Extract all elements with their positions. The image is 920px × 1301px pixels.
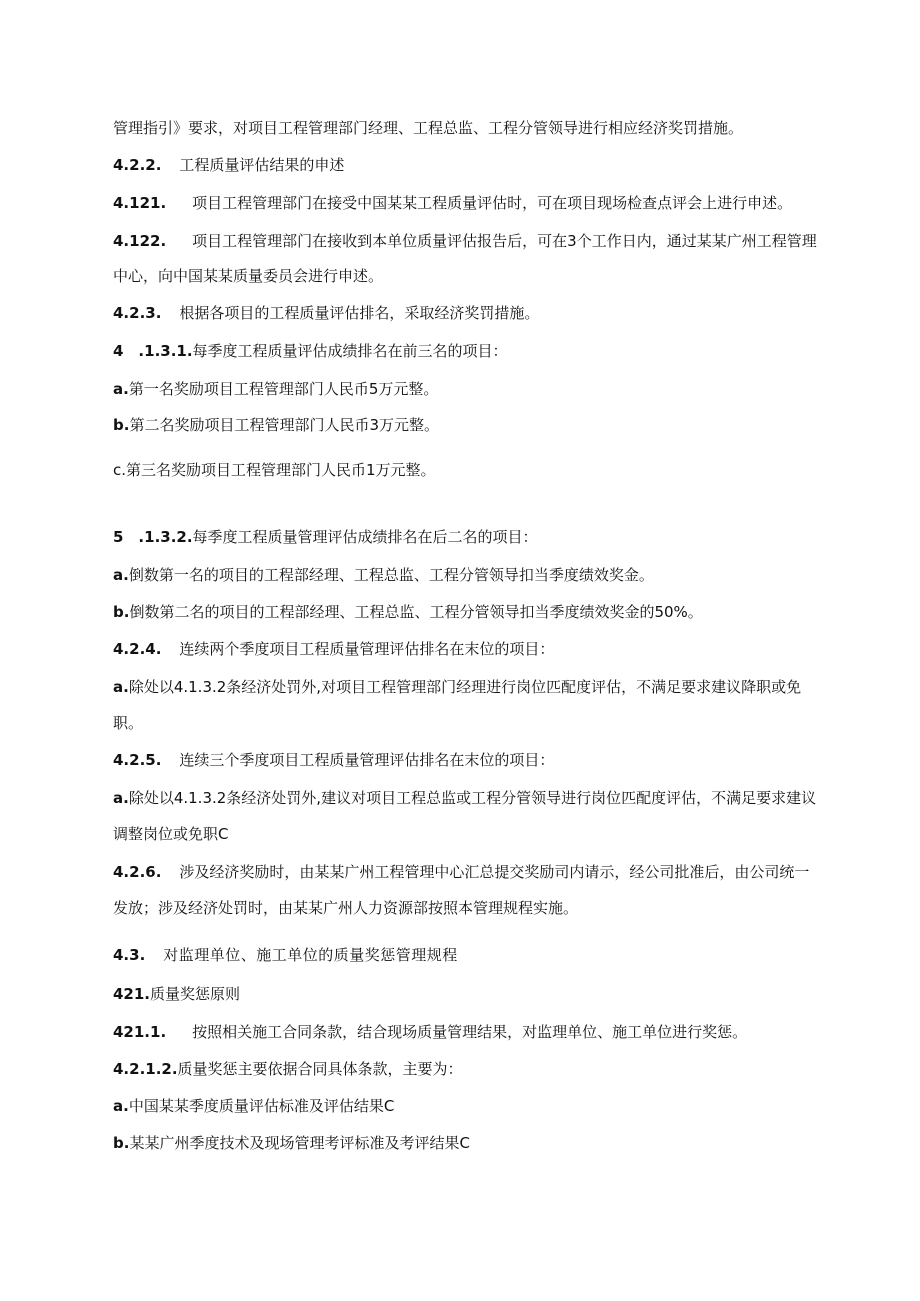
list-item-continuation bbox=[113, 824, 820, 844]
list-item-a bbox=[113, 565, 820, 585]
list-item-a bbox=[113, 379, 820, 399]
clause-number: 4.122. bbox=[113, 232, 167, 250]
list-item-b bbox=[113, 415, 820, 435]
item-marker: a. bbox=[113, 566, 129, 584]
section-number: 4.3. bbox=[113, 946, 146, 964]
clause-text: 按照相关施工合同条款，结合现场质量管理结果，对监理单位、施工单位进行奖惩。 bbox=[192, 1023, 748, 1041]
section-heading-4-2-4 bbox=[113, 639, 820, 659]
item-marker: a. bbox=[113, 678, 129, 696]
section-title: 连续三个季度项目工程质量管理评估排名在末位的项目： bbox=[179, 751, 555, 769]
section-heading-4-2-5 bbox=[113, 750, 820, 770]
item-text: 第一名奖励项目工程管理部门人民币5万元整。 bbox=[128, 380, 439, 398]
item-marker: a. bbox=[113, 789, 129, 807]
clause-4-122 bbox=[113, 231, 820, 251]
section-number: 4.2.6. bbox=[113, 863, 162, 881]
item-marker: b. bbox=[113, 1134, 130, 1152]
section-heading-4-2-2 bbox=[113, 155, 820, 175]
section-title: 质量奖惩原则 bbox=[150, 985, 241, 1003]
list-item-b bbox=[113, 1133, 820, 1153]
section-title: 涉及经济奖励时，由某某广州工程管理中心汇总提交奖励司内请示，经公司批准后，由公司统一 bbox=[179, 863, 810, 881]
item-text: 倒数第一名的项目的工程部经理、工程总监、工程分管领导扣当季度绩效奖金。 bbox=[128, 566, 654, 584]
section-title: 连续两个季度项目工程质量管理评估排名在末位的项目： bbox=[179, 640, 555, 658]
item-marker: a. bbox=[113, 380, 129, 398]
clause-text: 质量奖惩主要依据合同具体条款，主要为： bbox=[177, 1060, 463, 1078]
section-number: 4.2.4. bbox=[113, 640, 162, 658]
item-text: 某某广州季度技术及现场管理考评标准及考评结果C bbox=[129, 1134, 470, 1152]
clause-text: 每季度工程质量评估成绩排名在前三名的项目： bbox=[192, 342, 508, 360]
line-text: 发放；涉及经济处罚时，由某某广州人力资源部按照本管理规程实施。 bbox=[113, 899, 579, 917]
subclause-4-1-3-1 bbox=[113, 341, 820, 361]
clause-text: 每季度工程质量管理评估成绩排名在后二名的项目： bbox=[192, 528, 538, 546]
section-number: 4.2.3. bbox=[113, 304, 162, 322]
line-text: 中心，向中国某某质量委员会进行申述。 bbox=[113, 267, 384, 285]
item-text: c.第三名奖励项目工程管理部门人民币1万元整。 bbox=[113, 461, 436, 479]
section-number: 4.2.2. bbox=[113, 156, 162, 174]
item-text: 除处以4.1.3.2条经济处罚外,对项目工程管理部门经理进行岗位匹配度评估，不满足要求建议降职或免 bbox=[128, 678, 802, 696]
line-text: 管理指引》要求，对项目工程管理部门经理、工程总监、工程分管领导进行相应经济奖罚措施。 bbox=[113, 119, 744, 137]
subsection-heading-421 bbox=[113, 984, 820, 1004]
clause-text: 项目工程管理部门在接收到本单位质量评估报告后，可在3个工作日内，通过某某广州工程管理 bbox=[192, 232, 817, 250]
list-item-a bbox=[113, 677, 820, 697]
clause-number: 4.121. bbox=[113, 194, 167, 212]
item-text: 中国某某季度质量评估标准及评估结果C bbox=[128, 1097, 395, 1115]
section-number: 4.2.5. bbox=[113, 751, 162, 769]
line-text: 调整岗位或免职C bbox=[113, 825, 229, 843]
clause-4-2-1-2 bbox=[113, 1059, 820, 1079]
item-marker: a. bbox=[113, 1097, 129, 1115]
section-heading-4-2-3 bbox=[113, 303, 820, 323]
list-item-a bbox=[113, 788, 820, 808]
item-marker: b. bbox=[113, 603, 130, 621]
clause-number: 5 .1.3.2. bbox=[113, 528, 193, 546]
clause-number: 4.2.1.2. bbox=[113, 1060, 178, 1078]
line-text: 职。 bbox=[113, 714, 144, 732]
subclause-4-1-3-2 bbox=[113, 527, 820, 547]
list-item-c bbox=[113, 460, 820, 480]
clause-number: 4 .1.3.1. bbox=[113, 342, 193, 360]
section-heading-4-2-6 bbox=[113, 862, 820, 882]
clause-number: 421.1. bbox=[113, 1023, 167, 1041]
item-text: 倒数第二名的项目的工程部经理、工程总监、工程分管领导扣当季度绩效奖金的50%。 bbox=[129, 603, 703, 621]
clause-text: 项目工程管理部门在接受中国某某工程质量评估时，可在项目现场检查点评会上进行申述。 bbox=[192, 194, 793, 212]
list-item-continuation bbox=[113, 713, 820, 733]
item-text: 除处以4.1.3.2条经济处罚外,建议对项目工程总监或工程分管领导进行岗位匹配度评估，不满足要求建议 bbox=[128, 789, 817, 807]
clause-421-1 bbox=[113, 1022, 820, 1042]
section-title: 根据各项目的工程质量评估排名，采取经济奖罚措施。 bbox=[179, 304, 540, 322]
section-heading-4-3 bbox=[113, 945, 820, 965]
clause-4-121 bbox=[113, 193, 820, 213]
section-title: 工程质量评估结果的申述 bbox=[179, 156, 345, 174]
paragraph-line bbox=[113, 118, 820, 138]
item-text: 第二名奖励项目工程管理部门人民币3万元整。 bbox=[129, 416, 439, 434]
clause-continuation bbox=[113, 266, 820, 286]
section-number: 421. bbox=[113, 985, 151, 1003]
section-title: 对监理单位、施工单位的质量奖惩管理规程 bbox=[163, 946, 458, 964]
clause-continuation bbox=[113, 898, 820, 918]
item-marker: b. bbox=[113, 416, 130, 434]
list-item-a bbox=[113, 1096, 820, 1116]
list-item-b bbox=[113, 602, 820, 622]
